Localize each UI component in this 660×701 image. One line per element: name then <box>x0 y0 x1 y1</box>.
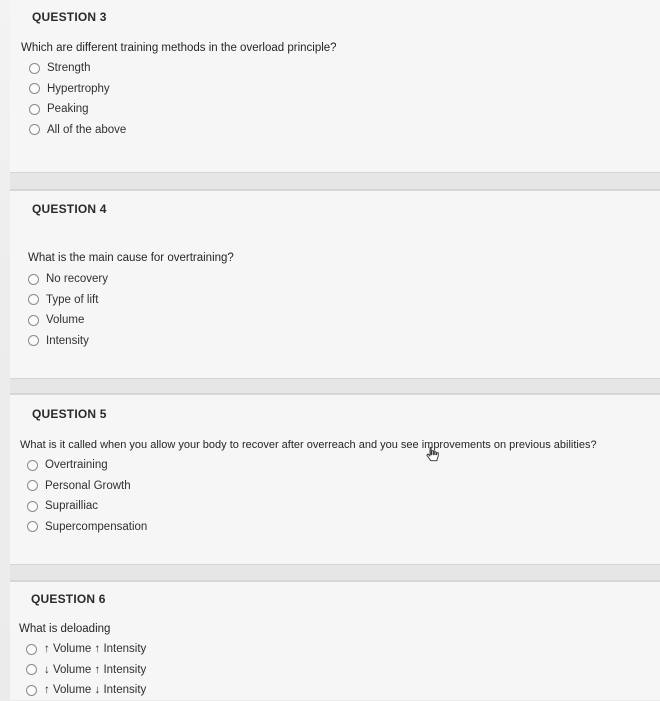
option-label: ↑ Volume ↑ Intensity <box>44 643 147 656</box>
question-title: QUESTION 6 <box>31 592 106 606</box>
question-title: QUESTION 5 <box>32 407 107 421</box>
answer-option[interactable] <box>29 58 126 79</box>
answer-option[interactable] <box>26 680 146 701</box>
radio-button[interactable] <box>29 104 40 115</box>
answer-option[interactable] <box>29 79 126 100</box>
question-separator <box>10 564 660 581</box>
question-4-block <box>10 190 660 378</box>
radio-button[interactable] <box>29 124 40 135</box>
radio-button[interactable] <box>27 501 38 512</box>
option-label: ↑ Volume ↓ Intensity <box>44 684 147 697</box>
answer-option[interactable] <box>28 269 108 290</box>
radio-button[interactable] <box>28 335 39 346</box>
radio-button[interactable] <box>28 294 39 305</box>
answer-options <box>28 269 108 351</box>
answer-option[interactable] <box>26 660 146 681</box>
radio-button[interactable] <box>28 274 39 285</box>
radio-button[interactable] <box>27 521 38 532</box>
question-separator <box>10 172 660 190</box>
answer-option[interactable] <box>28 290 108 311</box>
answer-option[interactable] <box>27 455 147 476</box>
answer-options <box>29 58 126 140</box>
option-label: Hypertrophy <box>47 82 110 95</box>
option-label: All of the above <box>47 123 127 136</box>
option-label: Intensity <box>46 334 89 347</box>
question-text: What is the main cause for overtraining? <box>28 252 234 264</box>
radio-button[interactable] <box>27 480 38 491</box>
question-5-block <box>10 394 660 564</box>
answer-option[interactable] <box>27 517 147 538</box>
answer-options <box>26 639 146 701</box>
question-6-block <box>10 581 660 700</box>
question-text: What is it called when you allow your body to recover after overreach and you see improvements on previous abilities? <box>20 439 597 451</box>
option-label: Supercompensation <box>45 520 148 533</box>
radio-button[interactable] <box>28 315 39 326</box>
option-label: No recovery <box>46 273 108 286</box>
option-label: Type of lift <box>46 293 99 306</box>
option-label: Overtraining <box>45 459 108 472</box>
answer-option[interactable] <box>27 476 147 497</box>
option-label: Suprailliac <box>45 500 99 513</box>
option-label: Strength <box>47 62 91 75</box>
answer-option[interactable] <box>29 99 126 120</box>
question-text: What is deloading <box>19 623 111 635</box>
radio-button[interactable] <box>27 460 38 471</box>
radio-button[interactable] <box>26 644 37 655</box>
answer-options <box>27 455 147 537</box>
question-text: Which are different training methods in the overload principle? <box>21 42 337 54</box>
radio-button[interactable] <box>26 685 37 696</box>
answer-option[interactable] <box>28 331 108 352</box>
question-3-block <box>10 0 660 172</box>
answer-option[interactable] <box>29 120 126 141</box>
option-label: Volume <box>46 314 85 327</box>
answer-option[interactable] <box>27 496 147 517</box>
question-separator <box>10 378 660 394</box>
option-label: Peaking <box>47 103 89 116</box>
hand-cursor-icon <box>426 447 440 463</box>
question-title: QUESTION 4 <box>32 202 107 216</box>
question-title: QUESTION 3 <box>32 10 107 24</box>
option-label: Personal Growth <box>45 479 131 492</box>
answer-option[interactable] <box>28 310 108 331</box>
radio-button[interactable] <box>26 664 37 675</box>
answer-option[interactable] <box>26 639 146 660</box>
radio-button[interactable] <box>29 63 40 74</box>
radio-button[interactable] <box>29 83 40 94</box>
option-label: ↓ Volume ↑ Intensity <box>44 663 147 676</box>
